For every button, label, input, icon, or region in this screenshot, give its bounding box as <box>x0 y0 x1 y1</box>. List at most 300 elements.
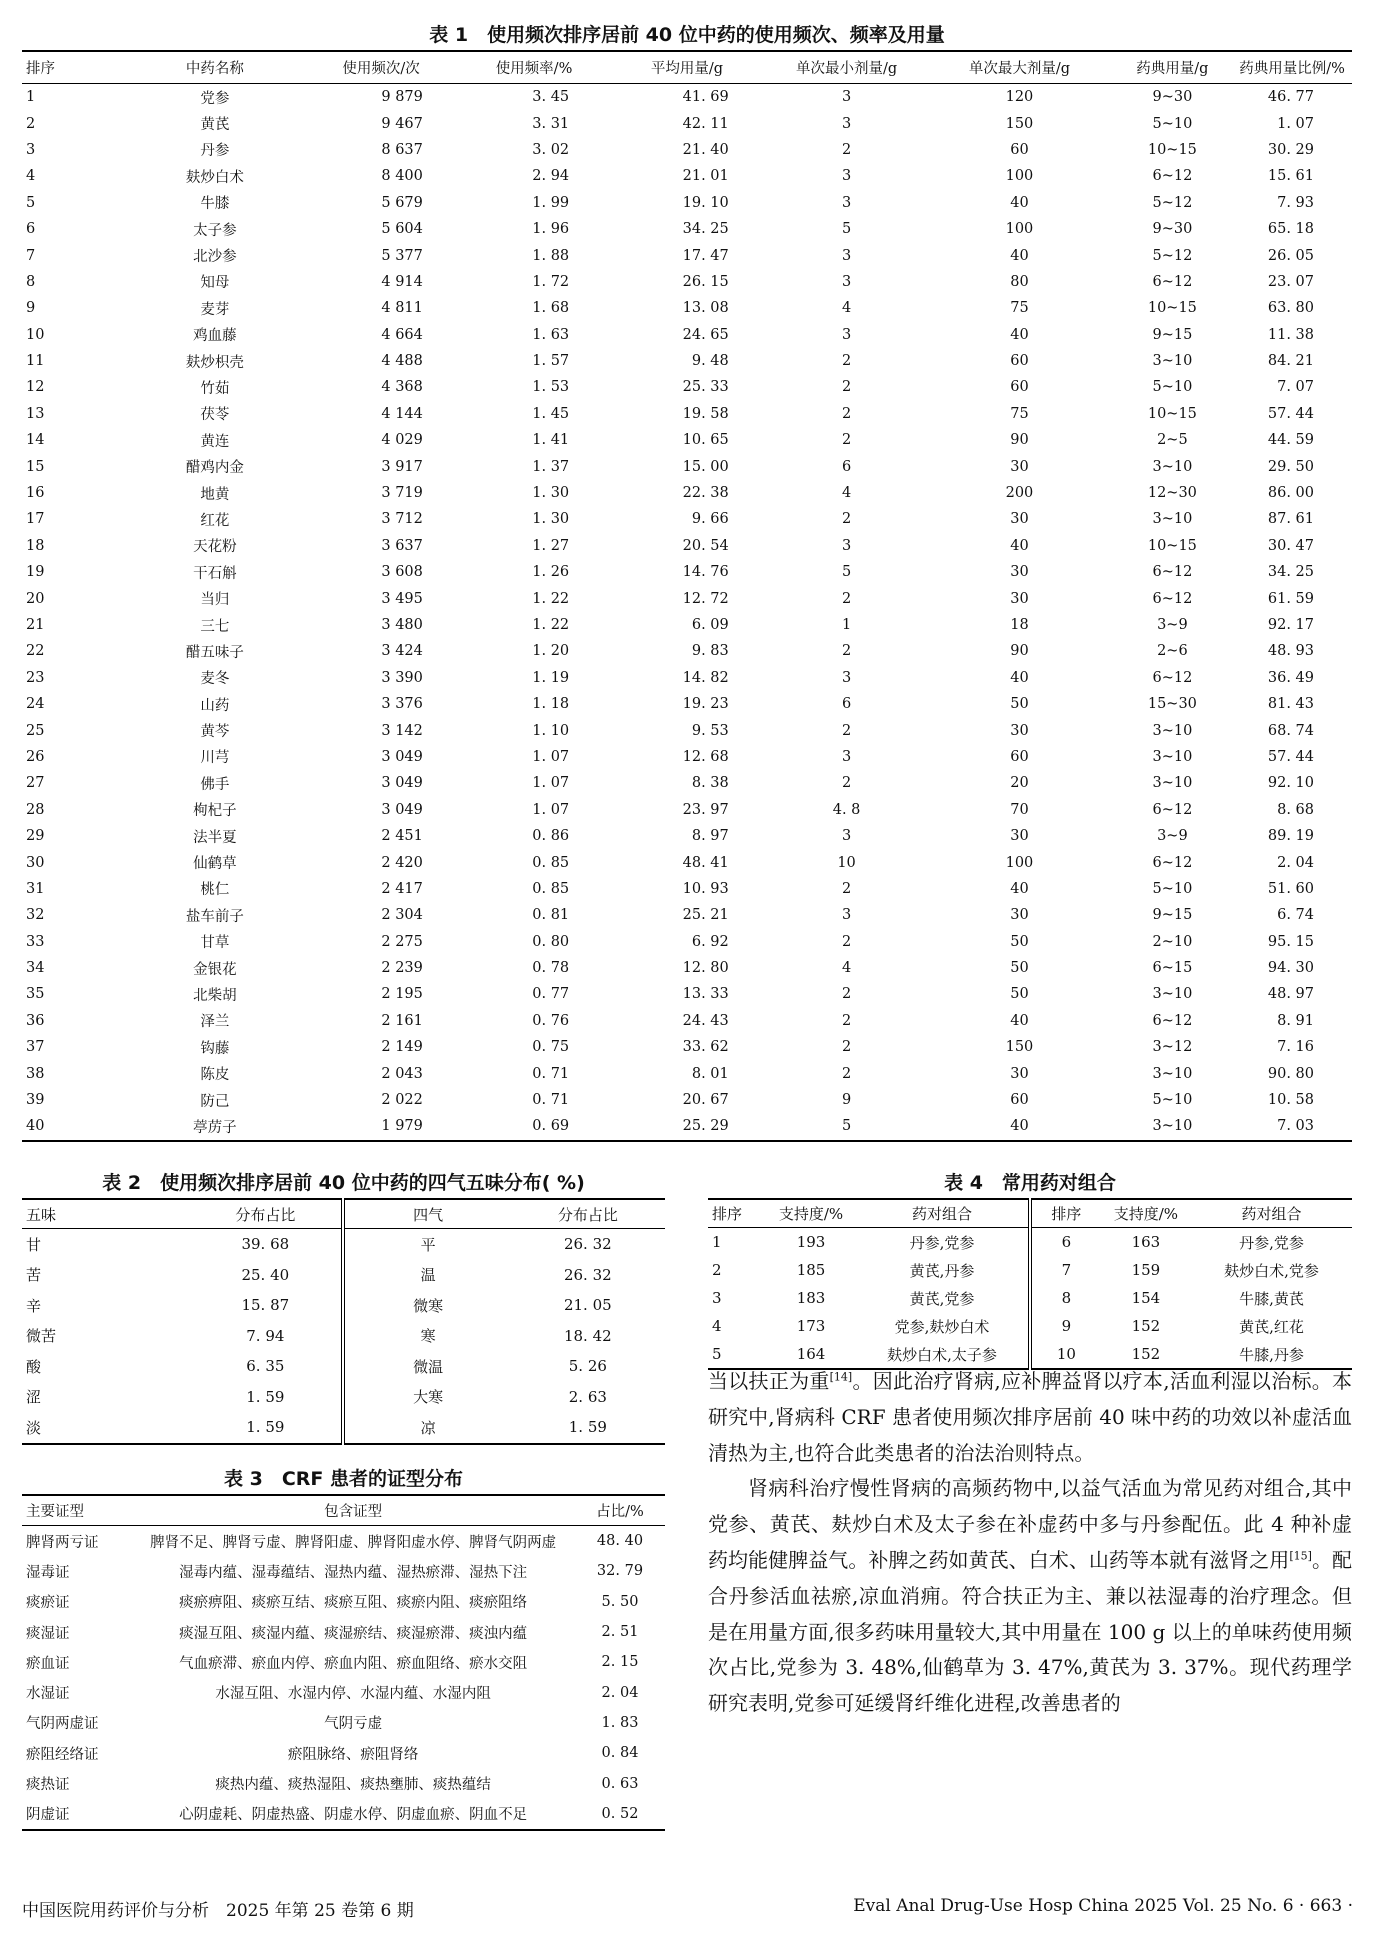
table1-cell: 23. 07 <box>1267 273 1314 290</box>
table1-cell: 20. 54 <box>682 537 729 554</box>
table4-header-cell: 药对组合 <box>1191 1199 1352 1228</box>
table2-header-cell: 分布占比 <box>511 1199 665 1229</box>
table3-cell: 1. 83 <box>601 1714 639 1731</box>
table2-cell: 1. 59 <box>246 1387 285 1406</box>
table1-cell: 天花粉 <box>193 539 237 556</box>
table1-cell: 2 <box>841 379 852 396</box>
table3-title: 表 3 CRF 患者的证型分布 <box>223 1468 463 1490</box>
table1-cell: 40 <box>1010 194 1029 211</box>
table1-cell: 6~12 <box>1152 168 1193 185</box>
table1-cell: 知母 <box>200 275 230 292</box>
table1-cell: 23. 97 <box>682 801 729 818</box>
paragraph-1 <box>708 1364 1352 1471</box>
table4-cell: 麸炒白术,党参 <box>1224 1261 1319 1280</box>
table1-cell: 醋五味子 <box>185 644 244 661</box>
table1-cell: 3 424 <box>381 643 423 660</box>
table1-cell: 150 <box>1005 115 1034 132</box>
table1-cell: 黄芪 <box>200 117 230 134</box>
table1-cell: 1. 99 <box>532 194 570 211</box>
table1-cell: 2 043 <box>381 1065 423 1082</box>
table1-cell: 1. 20 <box>532 643 570 660</box>
table1-cell: 5~10 <box>1152 1092 1193 1109</box>
table-row <box>22 453 1352 479</box>
table4-cell: 党参,麸炒白术 <box>894 1317 990 1336</box>
table1-cell: 3~10 <box>1152 986 1193 1003</box>
table1-cell: 2 195 <box>381 986 423 1003</box>
table1-cell: 9 467 <box>381 115 423 132</box>
table4-cell: 9 <box>1030 1312 1101 1340</box>
table1-cell: 泽兰 <box>200 1014 230 1031</box>
table1-cell: 3 608 <box>381 564 423 581</box>
table1-cell: 2 417 <box>381 880 423 897</box>
table1-cell: 40 <box>1010 326 1029 343</box>
table3-cell: 气阴亏虚 <box>324 1716 383 1733</box>
table1-cell: 15 <box>26 458 45 475</box>
table1-cell: 48. 41 <box>682 854 729 871</box>
table1-cell: 三七 <box>200 618 230 635</box>
table3-cell: 水湿证 <box>26 1686 70 1703</box>
table-row <box>22 638 1352 664</box>
table2-cell: 1. 59 <box>568 1418 607 1437</box>
table-row <box>22 1738 665 1768</box>
table1-cell: 8 400 <box>381 168 423 185</box>
table4-cell: 黄芪,红花 <box>1239 1317 1304 1336</box>
table1-cell: 3~12 <box>1152 1039 1193 1056</box>
table1-cell: 14 <box>26 432 45 449</box>
table1-cell: 太子参 <box>193 222 237 239</box>
table1-cell: 0. 76 <box>532 1012 570 1029</box>
table1-cell: 丹参 <box>200 143 230 160</box>
table1-cell: 3~10 <box>1152 748 1193 765</box>
table1-cell: 3 <box>841 748 852 765</box>
table4-cell: 丹参,党参 <box>909 1233 975 1252</box>
table1-cell: 4 488 <box>381 353 423 370</box>
table1-cell: 50 <box>1010 960 1029 977</box>
table1-cell: 陈皮 <box>200 1067 230 1084</box>
table2-cell: 淡 <box>26 1418 42 1437</box>
table2-cell: 6. 35 <box>246 1357 285 1376</box>
table1-cell: 0. 75 <box>532 1039 570 1056</box>
paragraph-2-text-a: 肾病科治疗慢性肾病的高频药物中,以益气活血为常见药对组合,其中党参、黄芪、麸炒白术及太子参在补虚药中多与丹参配伍。此 4 种补虚药均能健脾益气。补脾之药如黄芪、白术、山药等本就有滋肾之用 <box>708 1476 1352 1572</box>
table1-cell: 2 304 <box>381 907 423 924</box>
table1-cell: 40 <box>26 1118 45 1135</box>
table1-cell: 48. 93 <box>1267 643 1314 660</box>
table2-header-cell: 五味 <box>22 1199 189 1229</box>
table1-cell: 3~10 <box>1152 458 1193 475</box>
table1-cell: 佛手 <box>200 776 230 793</box>
table1-cell: 30 <box>1010 458 1029 475</box>
table1-cell: 3 <box>841 907 852 924</box>
table1-cell: 48. 97 <box>1267 986 1314 1003</box>
table1-cell: 川芎 <box>200 750 230 767</box>
table1-cell: 2~6 <box>1157 643 1188 660</box>
table4-cell: 152 <box>1131 1345 1161 1363</box>
paragraph-2-text-b: 。配合丹参活血祛瘀,凉血消痈。符合扶正为主、兼以祛湿毒的治疗理念。但是在用量方面,很多药味用量较大,其中用量在 100 g 以上的单味药使用频次占比,党参为 3. 48%,仙鹤草为 3. 47%,黄芪为 3. 37%。现代药理学研究表明,党参可延缓肾纤维化进程,改善患者的 <box>708 1547 1353 1716</box>
table1-cell: 2 <box>841 141 852 158</box>
table3-cell: 气阴两虚证 <box>26 1716 99 1733</box>
table1-cell: 3 719 <box>381 485 423 502</box>
table-row <box>22 374 1352 400</box>
table2-cell: 5. 26 <box>568 1357 607 1376</box>
table1-cell: 山药 <box>200 697 230 714</box>
table2-cell: 酸 <box>26 1357 42 1376</box>
table1-cell: 黄芩 <box>200 724 230 741</box>
paragraph-1-text-b: 。因此治疗肾病,应补脾益肾以疗本,活血利湿以治标。本研究中,肾病科 CRF 患者使用频次排序居前 40 味中药的功效以补虚活血清热为主,也符合此类患者的治法治则特点。 <box>708 1369 1353 1465</box>
table1-cell: 3. 45 <box>532 89 570 106</box>
table1-cell: 9. 66 <box>691 511 729 528</box>
table1-cell: 8 637 <box>381 141 423 158</box>
table1-cell: 12. 68 <box>682 748 729 765</box>
table1-cell: 北柴胡 <box>193 987 237 1004</box>
table-row <box>22 1351 665 1382</box>
table4-cell: 4 <box>712 1317 722 1335</box>
table-row <box>22 506 1352 532</box>
table1-cell: 6~12 <box>1152 273 1193 290</box>
table-row <box>22 84 1352 111</box>
table-row <box>22 1008 1352 1034</box>
table1-cell: 7. 07 <box>1277 379 1314 396</box>
table1-cell: 13. 08 <box>682 300 729 317</box>
table1-cell: 7 <box>26 247 36 264</box>
table1-cell: 2 <box>841 986 852 1003</box>
table1-cell: 甘草 <box>200 935 230 952</box>
table1-cell: 68. 74 <box>1267 722 1314 739</box>
table1-cell: 9 <box>841 1092 852 1109</box>
table1-cell: 41. 69 <box>682 89 729 106</box>
table4-cell: 164 <box>796 1345 826 1363</box>
table1-cell: 法半夏 <box>193 829 237 846</box>
table1-cell: 1. 26 <box>532 564 570 581</box>
table-row <box>22 823 1352 849</box>
table1-cell: 100 <box>1005 168 1034 185</box>
table1-cell: 3~9 <box>1157 828 1188 845</box>
table1-cell: 1. 07 <box>1277 115 1314 132</box>
table1-cell: 1. 07 <box>532 775 570 792</box>
table-row <box>22 770 1352 796</box>
table1-cell: 11. 38 <box>1267 326 1314 343</box>
table-row <box>22 1412 665 1444</box>
table1-cell: 5 <box>841 221 852 238</box>
table1-cell: 13. 33 <box>682 986 729 1003</box>
table1-cell: 8 <box>26 273 36 290</box>
table-row <box>22 163 1352 189</box>
table3-cell: 0. 84 <box>601 1745 639 1762</box>
table4-cell: 10 <box>1030 1340 1101 1369</box>
table1-cell: 24. 43 <box>682 1012 729 1029</box>
table1-cell: 麦冬 <box>200 671 230 688</box>
table3-cell: 痰湿互阻、痰湿内蕴、痰湿瘀结、痰湿瘀滞、痰浊内蕴 <box>179 1625 528 1642</box>
table1-cell: 34. 25 <box>682 221 729 238</box>
table-row <box>22 1556 665 1586</box>
table-row <box>22 691 1352 717</box>
table1-header-cell: 药典用量/g <box>1113 51 1233 84</box>
table1-cell: 100 <box>1005 854 1034 871</box>
table1-cell: 4 <box>841 485 852 502</box>
table1-cell: 7. 16 <box>1277 1039 1314 1056</box>
table-row <box>22 1229 665 1260</box>
table1-cell: 9~15 <box>1152 326 1193 343</box>
table1-cell: 10 <box>26 326 45 343</box>
table3-header-cell: 主要证型 <box>22 1495 131 1526</box>
table1-cell: 黄连 <box>200 433 230 450</box>
table1-cell: 10. 58 <box>1267 1092 1314 1109</box>
table1-cell: 3 <box>841 669 852 686</box>
table3-cell: 痰湿证 <box>26 1625 70 1642</box>
table1-cell: 2 <box>841 933 852 950</box>
table2-cell: 18. 42 <box>563 1326 612 1345</box>
table1-cell: 1. 88 <box>532 247 570 264</box>
table1-cell: 2 <box>841 775 852 792</box>
table2-cell: 微苦 <box>26 1327 57 1346</box>
table1-cell: 3 049 <box>381 748 423 765</box>
table1-cell: 金银花 <box>193 961 237 978</box>
table1-cell: 34 <box>26 960 45 977</box>
table4-cell: 6 <box>1030 1228 1101 1257</box>
table4-cell: 8 <box>1030 1284 1101 1312</box>
table4-cell: 185 <box>796 1261 826 1279</box>
table3-cell: 脾肾不足、脾肾亏虚、脾肾阳虚、脾肾阳虚水停、脾肾气阴两虚 <box>150 1534 557 1551</box>
table1-cell: 2 <box>841 1065 852 1082</box>
table1-cell: 20. 67 <box>682 1092 729 1109</box>
table3-cell: 阴虚证 <box>26 1807 70 1824</box>
table1-cell: 6. 09 <box>691 617 729 633</box>
table1-cell: 90 <box>1010 643 1029 660</box>
table1-cell: 7. 93 <box>1277 194 1314 211</box>
table1-cell: 12 <box>26 379 45 396</box>
table1-cell: 27 <box>26 775 45 792</box>
table1-cell: 95. 15 <box>1267 933 1314 950</box>
table1-cell: 50 <box>1010 933 1029 950</box>
table1-cell: 21. 40 <box>682 141 729 158</box>
table1-cell: 50 <box>1010 696 1029 713</box>
table1-cell: 18 <box>26 537 45 554</box>
table1-cell: 3 <box>841 168 852 185</box>
table3-cell: 2. 04 <box>601 1684 639 1701</box>
table1-cell: 8. 91 <box>1277 1012 1314 1029</box>
table1-cell: 0. 71 <box>532 1092 570 1109</box>
table-row <box>22 190 1352 216</box>
table2-cell: 26. 32 <box>563 1235 612 1254</box>
table1-cell: 9. 83 <box>691 643 729 660</box>
table1-cell: 3 <box>841 115 852 132</box>
table1-cell: 10~15 <box>1147 405 1197 422</box>
table1-cell: 5 377 <box>381 247 423 264</box>
table1-cell: 20 <box>1010 775 1029 792</box>
table1-cell: 5 <box>26 194 36 211</box>
table1-cell: 19 <box>26 564 45 581</box>
table1-cell: 8. 01 <box>691 1065 729 1082</box>
table2-cell: 寒 <box>343 1321 510 1352</box>
table1-cell: 30 <box>1010 590 1029 607</box>
table1-header-cell: 使用频次/次 <box>301 51 461 84</box>
table3-header-cell: 包含证型 <box>131 1495 575 1526</box>
table1-cell: 90 <box>1010 432 1029 449</box>
table-row <box>22 559 1352 585</box>
table1-cell: 200 <box>1005 485 1034 502</box>
table1-cell: 25. 21 <box>682 907 729 924</box>
table1-cell: 75 <box>1010 300 1029 317</box>
table1-cell: 89. 19 <box>1267 828 1314 845</box>
table1-cell: 1 <box>841 617 852 633</box>
table1-cell: 醋鸡内金 <box>185 460 244 477</box>
table-row <box>22 876 1352 902</box>
table1-cell: 5 604 <box>381 221 423 238</box>
table1-cell: 70 <box>1010 801 1029 818</box>
table2-cell: 21. 05 <box>563 1296 612 1315</box>
table2-cell: 平 <box>343 1229 510 1260</box>
table1-cell: 3 <box>26 141 36 158</box>
table1-cell: 17. 47 <box>682 247 729 264</box>
table-row <box>22 1060 1352 1086</box>
table1-cell: 30 <box>1010 564 1029 581</box>
table3-cell: 瘀血证 <box>26 1655 70 1672</box>
table1-cell: 1. 27 <box>532 537 570 554</box>
table1-cell: 4 811 <box>381 300 423 317</box>
table4-cell: 3 <box>712 1289 722 1307</box>
table1-cell: 3 917 <box>381 458 423 475</box>
table1-cell: 1. 72 <box>532 273 570 290</box>
table1-cell: 4 914 <box>381 273 423 290</box>
table4-cell: 牛膝,黄芪 <box>1239 1289 1304 1308</box>
table1-cell: 150 <box>1005 1039 1034 1056</box>
table-row <box>22 242 1352 268</box>
table1-cell: 3. 02 <box>532 141 570 158</box>
table1-cell: 2 <box>841 405 852 422</box>
table3-cell: 心阴虚耗、阴虚热盛、阴虚水停、阴虚血瘀、阴血不足 <box>179 1807 528 1824</box>
table1-cell: 30 <box>1010 828 1029 845</box>
table4-title: 表 4 常用药对组合 <box>944 1172 1116 1194</box>
table2-cell: 微温 <box>343 1351 510 1382</box>
table4-header-cell: 支持度/% <box>1101 1199 1191 1228</box>
citation-15: [15] <box>1289 1549 1312 1563</box>
table4-cell: 183 <box>796 1289 826 1307</box>
table1-cell: 9. 53 <box>691 722 729 739</box>
table3-cell: 脾肾两亏证 <box>26 1534 99 1551</box>
table1-cell: 牛膝 <box>200 196 230 213</box>
table1-cell: 15. 61 <box>1267 168 1314 185</box>
body-text <box>708 1364 1352 1722</box>
table1-header-cell: 药典用量比例/% <box>1232 51 1352 84</box>
table1-cell: 1. 30 <box>532 511 570 528</box>
table1-cell: 32 <box>26 907 45 924</box>
table-row <box>22 612 1352 638</box>
table3-header-row <box>22 1495 665 1526</box>
table-row <box>708 1256 1352 1284</box>
table3-cell: 瘀阻经络证 <box>26 1746 99 1763</box>
table1-cell: 25 <box>26 722 45 739</box>
table3-cell: 2. 15 <box>601 1654 639 1671</box>
table1-cell: 50 <box>1010 986 1029 1003</box>
table1-cell: 90. 80 <box>1267 1065 1314 1082</box>
table2-cell: 凉 <box>343 1412 510 1444</box>
table3-cell: 气血瘀滞、瘀血内停、瘀血内阻、瘀血阻络、瘀水交阻 <box>179 1655 528 1672</box>
table-row <box>22 480 1352 506</box>
table1-cell: 2 <box>841 432 852 449</box>
table-row <box>22 902 1352 928</box>
table1-cell: 3~10 <box>1152 1118 1193 1135</box>
table-row <box>22 955 1352 981</box>
table-row <box>22 797 1352 823</box>
table4-header-cell: 药对组合 <box>856 1199 1030 1228</box>
table1-cell: 6~12 <box>1152 1012 1193 1029</box>
table2-header-row <box>22 1199 665 1229</box>
table1-cell: 33. 62 <box>682 1039 729 1056</box>
table1-cell: 65. 18 <box>1267 221 1314 238</box>
table1-cell: 38 <box>26 1065 45 1082</box>
table1-cell: 26. 05 <box>1267 247 1314 264</box>
table2-cell: 15. 87 <box>241 1296 290 1315</box>
table4-cell: 黄芪,丹参 <box>909 1261 975 1280</box>
table1-cell: 3 <box>841 247 852 264</box>
table1-cell: 3 <box>841 273 852 290</box>
table-row <box>22 981 1352 1007</box>
table1-cell: 6 <box>841 696 852 713</box>
table1-cell: 4. 8 <box>832 801 861 818</box>
table1-cell: 25. 29 <box>682 1118 729 1135</box>
table1-cell: 36 <box>26 1012 45 1029</box>
table3-cell: 湿毒内蕴、湿毒蕴结、湿热内蕴、湿热瘀滞、湿热下注 <box>179 1564 528 1581</box>
table4 <box>708 1198 1352 1370</box>
table-row <box>22 849 1352 875</box>
table1-cell: 党参 <box>200 90 230 107</box>
table1-cell: 6~12 <box>1152 854 1193 871</box>
table1-cell: 3 142 <box>381 722 423 739</box>
table4-cell: 173 <box>796 1317 826 1335</box>
table2-cell: 大寒 <box>343 1382 510 1413</box>
table1-cell: 100 <box>1005 221 1034 238</box>
table2-cell: 辛 <box>26 1296 42 1315</box>
table1-cell: 1. 68 <box>532 300 570 317</box>
table1-cell: 红花 <box>200 512 230 529</box>
table3-cell: 0. 52 <box>601 1805 639 1822</box>
table2-cell: 微寒 <box>343 1290 510 1321</box>
table1-cell: 麸炒白术 <box>185 169 244 186</box>
table-row <box>22 533 1352 559</box>
table3-cell: 32. 79 <box>596 1563 644 1580</box>
table1-cell: 3 049 <box>381 801 423 818</box>
table1-cell: 北沙参 <box>193 249 237 266</box>
table-row <box>22 401 1352 427</box>
table1-cell: 39 <box>26 1092 45 1109</box>
table1-cell: 5 <box>841 564 852 581</box>
table1-cell: 6~15 <box>1152 960 1193 977</box>
table1-cell: 5~10 <box>1152 379 1193 396</box>
citation-14: [14] <box>829 1370 853 1384</box>
table1-cell: 2 <box>26 115 36 132</box>
table1-cell: 120 <box>1005 89 1034 106</box>
table1-cell: 31 <box>26 880 45 897</box>
table1-cell: 15. 00 <box>682 458 729 475</box>
table-row <box>22 1799 665 1830</box>
table1-cell: 1. 22 <box>532 590 570 607</box>
table1-cell: 19. 10 <box>682 194 729 211</box>
table1-cell: 5~12 <box>1152 194 1193 211</box>
table1-cell: 鸡血藤 <box>193 328 237 345</box>
table2-cell: 25. 40 <box>241 1265 290 1284</box>
table4-header-cell: 排序 <box>708 1199 766 1228</box>
table4-cell: 154 <box>1131 1289 1161 1307</box>
table-row <box>22 348 1352 374</box>
table1-cell: 10. 93 <box>682 880 729 897</box>
table1-cell: 19. 23 <box>682 696 729 713</box>
table3-cell: 2. 51 <box>601 1624 639 1641</box>
table-row <box>22 1587 665 1617</box>
table1-cell: 1. 10 <box>532 722 570 739</box>
table1-cell: 6. 92 <box>691 933 729 950</box>
table1-cell: 8. 38 <box>691 775 729 792</box>
table1-cell: 6 <box>841 458 852 475</box>
table1-cell: 10~15 <box>1147 537 1197 554</box>
